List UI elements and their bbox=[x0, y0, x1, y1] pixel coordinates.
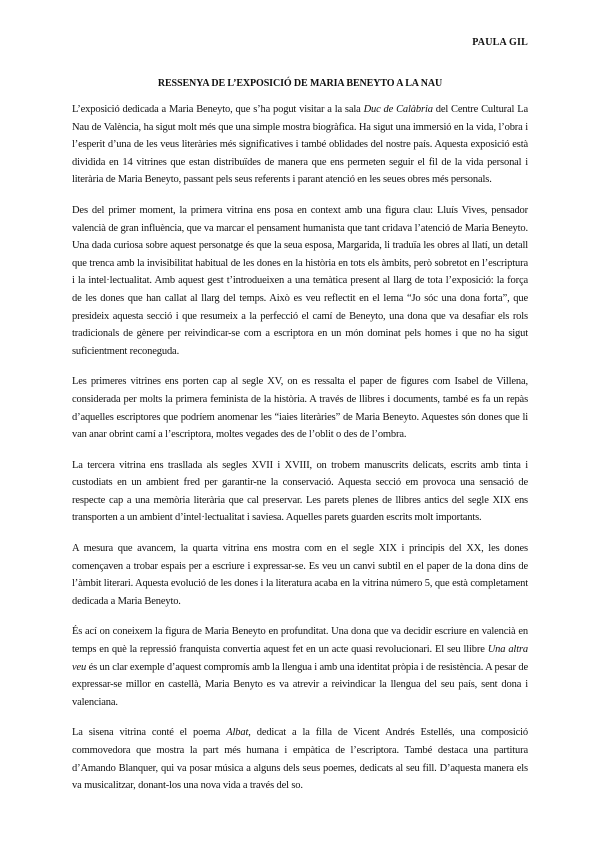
paragraph-beneyto-profile bbox=[72, 623, 528, 711]
poem-title: Albat bbox=[226, 727, 249, 739]
paragraph-early-showcases: Les primeres vitrines ens porten cap al segle XV, on es ressalta el paper de figures com Isabel de Villena, considerada per molts la primera feminista de la història. A través de llibres i documents, també es fa un repàs d’aquelles escriptores que podríem anomenar les “iaies literàries” de Maria Beneyto. Aquestes són dones que li van anar obrint camí a l’escriptora, moltes vegades des de l’oblit o des de l’ombra. bbox=[72, 376, 528, 441]
paragraph-text: L’exposició dedicada a Maria Beneyto, que s’ha pogut visitar a la sala bbox=[72, 104, 364, 115]
document-title: RESSENYA DE L’EXPOSICIÓ DE MARIA BENEYTO A LA NAU bbox=[157, 78, 443, 89]
paragraph-text: , dedicat a la filla de Vicent Andrés Estellés, una composició commovedora que mostra la part més humana i empàtica de l’escriptora. També destaca una partitura d’Amando Blanquer, qui va posar música a alguns dels seus poemes, dedicats al seu fill. D’aquesta manera els va musicalitzar, donant-los una nova vida a través del so. bbox=[72, 727, 529, 792]
paragraph-intro bbox=[72, 101, 528, 189]
paragraph-sixth-showcase bbox=[72, 724, 528, 794]
paragraph-text: és un clar exemple d’aquest compromís amb la llengua i amb una identitat pròpia i de resistència. A pesar de expressar-se millor en castellà, Maria Benyto es va atrevir a reivindicar la llengua del seu país, sent dona i valenciana. bbox=[72, 661, 528, 708]
paragraph-text: del Centre Cultural La Nau de València, ha sigut molt més que una simple mostra biogràfica. Ha sigut una immersió en la vida, l’obra i l’esperit d’una de les veus literàries més significatives i també oblidades del nostre país. Aquesta exposició està dividida en 14 vitrines que estan distribuïdes de manera que ens permeten seguir el fil de la vida personal i literària de Maria Beneyto, passant pels seus referents i parant atenció en les seues obres més personals. bbox=[72, 104, 528, 186]
book-title: Una altra veu bbox=[72, 644, 528, 673]
author-name: PAULA GIL bbox=[472, 37, 528, 48]
paragraph-text: La sisena vitrina conté el poema bbox=[72, 727, 227, 739]
paragraph-first-showcase: Des del primer moment, la primera vitrina ens posa en context amb una figura clau: Lluís Vives, pensador valencià de gran influència, que va marcar el pensament humanista que tant cridava l’atenció de Maria Beneyto. Una dada curiosa sobre aquest personatge és que la seua esposa, Margarida, li traduïa les obres al llatí, un detall que trenca amb la invisibilitat habitual de les dones en la història en tots els àmbits, però sobretot en l’escriptura i la intel·lectualitat. Amb aquest gest t’introdueixen a una temàtica present al llarg de tota l’exposició: la força de les dones que han callat al llarg del temps. Això es veu reflectit en el lema “Jo sóc una dona forta”, que presideix aquesta secció i que resumeix a la perfecció el camí de Beneyto, una dona que va desafiar els rols tradicionals de gènere per reivindicar-se com a escriptora en un món dominat pels homes i que no ha sigut suficientment reconeguda. bbox=[72, 204, 528, 357]
paragraph-third-showcase: La tercera vitrina ens trasllada als segles XVII i XVIII, on trobem manuscrits delicats, escrits amb tinta i custodiats en un ambient fred per garantir-ne la conservació. Aquesta secció em provoca una sensació de respecte cap a una memòria literària que cal preservar. Les parets plenes de llibres antics del segle XIX ens transporten a un ambient d’intel·lectualitat i saviesa. Aquelles parets guarden escrits molt importants. bbox=[72, 459, 528, 524]
paragraph-fourth-showcase: A mesura que avancem, la quarta vitrina ens mostra com en el segle XIX i principis del XX, les dones començaven a trobar espais per a escriure i expressar-se. Es veu un canvi subtil en el paper de la dona dins de l’àmbit literari. Aquesta evolució de les dones i la literatura acaba en la vitrina número 5, que està completament dedicada a Maria Beneyto. bbox=[72, 543, 528, 607]
venue-name: Duc de Calàbria bbox=[363, 104, 433, 115]
paragraph-text: És ací on coneixem la figura de Maria Beneyto en profunditat. Una dona que va decidir escriure en valencià en temps en què la repressió franquista convertia aquest fet en un acte quasi revolucionari. El seu llibre bbox=[72, 626, 528, 656]
document-body bbox=[72, 101, 528, 808]
